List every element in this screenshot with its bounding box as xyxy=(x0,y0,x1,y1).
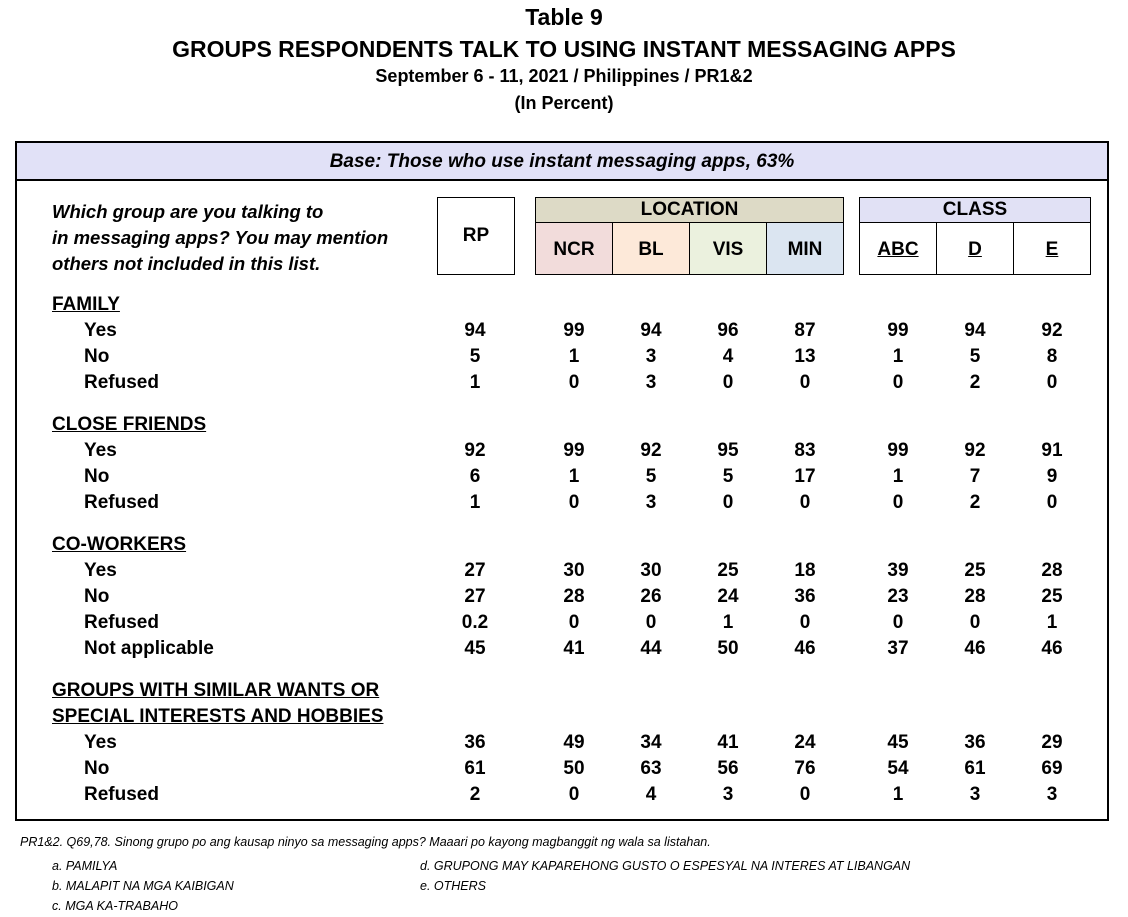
cell-value: 56 xyxy=(717,758,739,779)
cell-value: 36 xyxy=(464,732,486,753)
question-line: others not included in this list. xyxy=(52,253,321,274)
section-heading: CLOSE FRIENDS xyxy=(52,414,207,435)
cell-value: 25 xyxy=(964,560,986,581)
cell-value: 2 xyxy=(969,372,981,393)
cell-value: 45 xyxy=(464,638,486,659)
base-note: Base: Those who use instant messaging apps, 63% xyxy=(17,143,1107,181)
cell-value: 30 xyxy=(640,560,662,581)
section-heading: GROUPS WITH SIMILAR WANTS OR xyxy=(52,680,380,701)
row-label: No xyxy=(84,346,110,367)
cell-value: 0 xyxy=(892,612,904,633)
row-label: Refused xyxy=(84,612,159,633)
row-label: Yes xyxy=(84,732,117,753)
header-e: E xyxy=(1013,222,1091,275)
cell-value: 96 xyxy=(717,320,739,341)
cell-value: 1 xyxy=(892,466,904,487)
cell-value: 5 xyxy=(969,346,981,367)
cell-value: 13 xyxy=(794,346,816,367)
cell-value: 23 xyxy=(887,586,909,607)
cell-value: 41 xyxy=(563,638,585,659)
cell-value: 17 xyxy=(794,466,816,487)
cell-value: 0 xyxy=(722,492,734,513)
cell-value: 94 xyxy=(640,320,662,341)
row-label: Refused xyxy=(84,784,159,805)
cell-value: 27 xyxy=(464,586,486,607)
cell-value: 45 xyxy=(887,732,909,753)
footnote-e: e. OTHERS xyxy=(420,879,486,893)
cell-value: 0 xyxy=(799,492,811,513)
row-label: Yes xyxy=(84,560,117,581)
cell-value: 1 xyxy=(568,346,580,367)
row-label: Yes xyxy=(84,440,117,461)
cell-value: 92 xyxy=(464,440,486,461)
section-heading: SPECIAL INTERESTS AND HOBBIES xyxy=(52,706,384,727)
table-unit-line: (In Percent) xyxy=(514,93,614,113)
cell-value: 92 xyxy=(964,440,986,461)
cell-value: 0 xyxy=(568,784,580,805)
cell-value: 99 xyxy=(887,440,909,461)
cell-value: 99 xyxy=(563,320,585,341)
cell-value: 91 xyxy=(1041,440,1063,461)
cell-value: 5 xyxy=(722,466,734,487)
cell-value: 3 xyxy=(722,784,734,805)
cell-value: 24 xyxy=(717,586,739,607)
cell-value: 0 xyxy=(799,612,811,633)
cell-value: 46 xyxy=(794,638,816,659)
row-label: Yes xyxy=(84,320,117,341)
header-bl: BL xyxy=(612,222,690,275)
cell-value: 83 xyxy=(794,440,816,461)
cell-value: 0 xyxy=(799,372,811,393)
section-heading: FAMILY xyxy=(52,294,120,315)
cell-value: 1 xyxy=(469,492,481,513)
row-label: No xyxy=(84,586,110,607)
cell-value: 0 xyxy=(1046,372,1058,393)
cell-value: 5 xyxy=(645,466,657,487)
cell-value: 1 xyxy=(469,372,481,393)
cell-value: 41 xyxy=(717,732,739,753)
table-title: GROUPS RESPONDENTS TALK TO USING INSTANT MESSAGING APPS xyxy=(172,36,956,62)
cell-value: 24 xyxy=(794,732,816,753)
cell-value: 50 xyxy=(717,638,739,659)
cell-value: 1 xyxy=(892,346,904,367)
cell-value: 26 xyxy=(640,586,662,607)
cell-value: 2 xyxy=(469,784,481,805)
cell-value: 63 xyxy=(640,758,662,779)
row-label: Refused xyxy=(84,492,159,513)
cell-value: 2 xyxy=(969,492,981,513)
cell-value: 3 xyxy=(645,372,657,393)
cell-value: 0 xyxy=(645,612,657,633)
footnote-a: a. PAMILYA xyxy=(52,859,118,873)
cell-value: 34 xyxy=(640,732,662,753)
cell-value: 7 xyxy=(969,466,981,487)
cell-value: 61 xyxy=(964,758,986,779)
cell-value: 1 xyxy=(568,466,580,487)
cell-value: 3 xyxy=(645,492,657,513)
cell-value: 36 xyxy=(794,586,816,607)
cell-value: 94 xyxy=(464,320,486,341)
footnote-c: c. MGA KA-TRABAHO xyxy=(52,899,178,913)
cell-value: 99 xyxy=(563,440,585,461)
header-abc: ABC xyxy=(859,222,937,275)
header-rp: RP xyxy=(437,197,515,275)
cell-value: 50 xyxy=(563,758,585,779)
cell-value: 3 xyxy=(969,784,981,805)
footnote-d: d. GRUPONG MAY KAPAREHONG GUSTO O ESPESYAL NA INTERES AT LIBANGAN xyxy=(420,859,911,873)
header-ncr: NCR xyxy=(535,222,613,275)
cell-value: 39 xyxy=(887,560,909,581)
cell-value: 0 xyxy=(892,492,904,513)
cell-value: 0 xyxy=(568,492,580,513)
cell-value: 5 xyxy=(469,346,481,367)
cell-value: 0 xyxy=(1046,492,1058,513)
header-class: CLASS xyxy=(859,197,1091,223)
cell-value: 37 xyxy=(887,638,909,659)
row-label: Refused xyxy=(84,372,159,393)
cell-value: 28 xyxy=(563,586,585,607)
cell-value: 1 xyxy=(892,784,904,805)
footnote-b: b. MALAPIT NA MGA KAIBIGAN xyxy=(52,879,234,893)
cell-value: 94 xyxy=(964,320,986,341)
cell-value: 25 xyxy=(717,560,739,581)
cell-value: 92 xyxy=(640,440,662,461)
table-number: Table 9 xyxy=(525,4,603,30)
cell-value: 99 xyxy=(887,320,909,341)
cell-value: 0.2 xyxy=(461,612,489,633)
cell-value: 29 xyxy=(1041,732,1063,753)
cell-value: 3 xyxy=(1046,784,1058,805)
header-min: MIN xyxy=(766,222,844,275)
cell-value: 27 xyxy=(464,560,486,581)
cell-value: 76 xyxy=(794,758,816,779)
cell-value: 44 xyxy=(640,638,662,659)
question-line: in messaging apps? You may mention xyxy=(52,227,389,248)
cell-value: 0 xyxy=(568,612,580,633)
cell-value: 3 xyxy=(645,346,657,367)
cell-value: 49 xyxy=(563,732,585,753)
cell-value: 46 xyxy=(964,638,986,659)
header-vis: VIS xyxy=(689,222,767,275)
cell-value: 36 xyxy=(964,732,986,753)
cell-value: 25 xyxy=(1041,586,1063,607)
cell-value: 0 xyxy=(969,612,981,633)
cell-value: 95 xyxy=(717,440,739,461)
row-label: No xyxy=(84,466,110,487)
cell-value: 46 xyxy=(1041,638,1063,659)
section-heading: CO-WORKERS xyxy=(52,534,187,555)
question-line: Which group are you talking to xyxy=(52,201,324,222)
cell-value: 4 xyxy=(645,784,657,805)
cell-value: 0 xyxy=(568,372,580,393)
cell-value: 28 xyxy=(1041,560,1063,581)
cell-value: 1 xyxy=(1046,612,1058,633)
cell-value: 87 xyxy=(794,320,816,341)
cell-value: 9 xyxy=(1046,466,1058,487)
row-label: Not applicable xyxy=(84,638,214,659)
cell-value: 0 xyxy=(892,372,904,393)
cell-value: 30 xyxy=(563,560,585,581)
header-location: LOCATION xyxy=(535,197,844,223)
row-label: No xyxy=(84,758,110,779)
cell-value: 18 xyxy=(794,560,816,581)
cell-value: 69 xyxy=(1041,758,1063,779)
cell-value: 54 xyxy=(887,758,909,779)
cell-value: 4 xyxy=(722,346,734,367)
cell-value: 92 xyxy=(1041,320,1063,341)
table-date-line: September 6 - 11, 2021 / Philippines / PR1&2 xyxy=(375,66,753,86)
footnote-question: PR1&2. Q69,78. Sinong grupo po ang kausap ninyo sa messaging apps? Maaari po kayong magbanggit ng wala sa listahan. xyxy=(20,835,711,849)
cell-value: 0 xyxy=(722,372,734,393)
cell-value: 6 xyxy=(469,466,481,487)
cell-value: 61 xyxy=(464,758,486,779)
cell-value: 0 xyxy=(799,784,811,805)
header-d: D xyxy=(936,222,1014,275)
cell-value: 28 xyxy=(964,586,986,607)
cell-value: 1 xyxy=(722,612,734,633)
cell-value: 8 xyxy=(1046,346,1058,367)
question-text xyxy=(52,199,388,277)
